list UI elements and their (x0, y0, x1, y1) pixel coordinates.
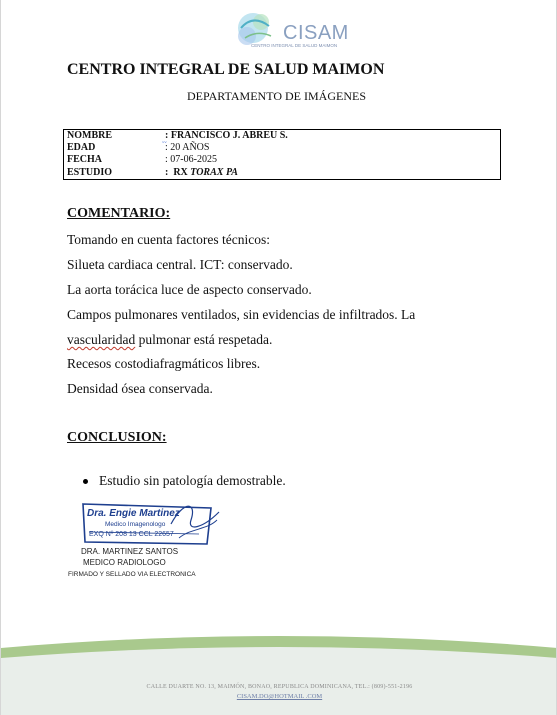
study-name: TORAX PA (190, 167, 238, 178)
comment-line: Campos pulmonares ventilados, sin evidencias de infiltrados. La (67, 307, 416, 322)
footer-wave-decoration (1, 630, 557, 715)
info-label: ESTUDIO (67, 167, 113, 178)
comment-line: Silueta cardiaca central. ICT: conservado. (67, 257, 293, 272)
comentario-heading: COMENTARIO: (67, 206, 171, 221)
info-value: : 07-06-2025 (165, 154, 217, 165)
page-title: CENTRO INTEGRAL DE SALUD MAIMON (67, 61, 385, 78)
conclusion-text: Estudio sin patología demostrable. (99, 473, 286, 488)
footer-email-link[interactable]: CISAM.DO@HOTMAIL .COM (236, 693, 323, 700)
info-value: : FRANCISCO J. ABREU S. (165, 130, 288, 141)
comment-line: La aorta torácica luce de aspecto conservado. (67, 282, 312, 297)
stamp-subtitle: Medico Imagenologo (105, 521, 166, 528)
stamp-doctor-name: Dra. Engie Martinez (87, 508, 180, 519)
comment-line-rest: pulmonar está respetada. (135, 332, 273, 347)
comment-line: Recesos costodiafragmáticos libres. (67, 356, 261, 371)
logo-subtext: CENTRO INTEGRAL DE SALUD MAIMON (251, 43, 338, 48)
info-value (165, 167, 238, 178)
footer-address: CALLE DUARTE NO. 13, MAIMÓN, BONAO, REPUBLICA DOMINICANA, TEL.: (809)-551-2196 (146, 684, 413, 690)
department-name: DEPARTAMENTO DE IMÁGENES (187, 89, 366, 103)
logo-text: CISAM (283, 22, 349, 44)
info-label: FECHA (67, 154, 102, 165)
info-label: NOMBRE (67, 130, 112, 141)
spellcheck-mark-icon: ˬˬ (162, 135, 167, 143)
study-prefix: : RX (165, 167, 191, 178)
comment-line: Densidad ósea conservada. (67, 381, 213, 396)
bullet-dot-icon (83, 479, 88, 484)
signature-name: DRA. MARTINEZ SANTOS (81, 547, 179, 556)
comment-line (67, 332, 272, 348)
signature-role: MEDICO RADIOLOGO (83, 558, 166, 567)
conclusion-heading: CONCLUSION: (67, 430, 167, 445)
spellcheck-word: vascularidad (67, 332, 136, 347)
info-value: : 20 AÑOS (165, 142, 210, 153)
stamp-exequatur: EXQ Nº 208 13 CCL 22657 (89, 531, 174, 538)
info-label: EDAD (67, 142, 96, 153)
comment-line: Tomando en cuenta factores técnicos: (67, 232, 270, 247)
patient-info-box (63, 129, 501, 180)
signature-note: FIRMADO Y SELLADO VIA ELECTRONICA (68, 571, 196, 578)
